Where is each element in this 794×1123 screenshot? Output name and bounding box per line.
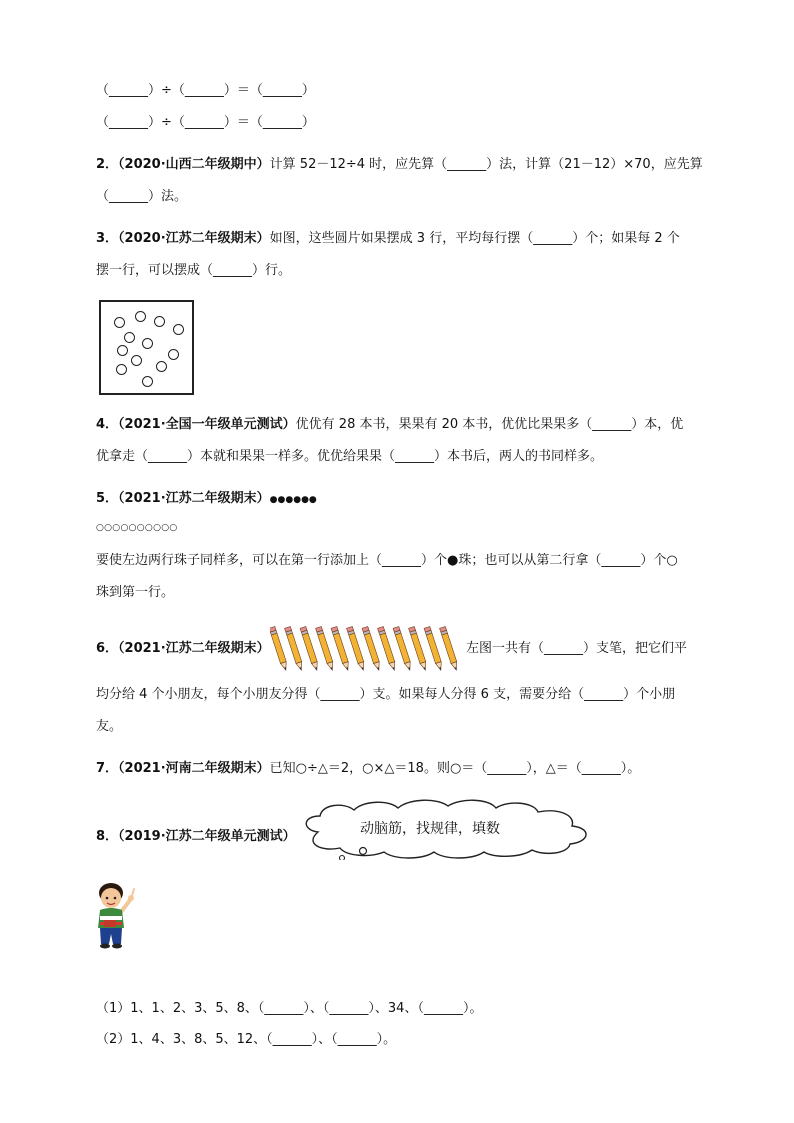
circle-icon	[142, 338, 153, 349]
q2-source: （2020·山西二年级期中）	[118, 157, 270, 172]
pencil-icon	[300, 627, 320, 672]
circle-icon	[154, 316, 165, 327]
q7-source: （2021·河南二年级期末）	[118, 761, 270, 776]
q5-row-2-beads: ○○○○○○○○○○	[96, 523, 178, 533]
circle-icon	[116, 364, 127, 375]
boy-pointing-icon	[90, 880, 140, 952]
q8-sequence-1: （1）1、1、2、3、5、8、（______）、（______）、34、（______）。	[96, 1001, 483, 1016]
pencil-icon	[378, 627, 398, 672]
circle-icon	[117, 345, 128, 356]
q5-source: （2021·江苏二年级期末）	[118, 491, 270, 506]
question-2	[96, 156, 703, 174]
q1-line-b: （______）÷（______）＝（______）	[96, 115, 315, 130]
question-3	[96, 230, 680, 248]
pencil-icon	[393, 627, 413, 672]
q5-text-1: 要使左边两行珠子同样多，可以在第一行添加上（______）个●珠；也可以从第二行拿（______）个○	[96, 553, 678, 568]
q2-text-2: （______）法。	[96, 189, 188, 204]
question-8	[96, 828, 296, 846]
q6-source: （2021·江苏二年级期末）	[118, 641, 270, 656]
pencils-figure	[270, 624, 464, 674]
q5-text-2: 珠到第一行。	[96, 585, 175, 600]
q5-row-1-beads: ●●●●●●	[269, 495, 317, 505]
circle-icon	[173, 324, 184, 335]
pencil-icon	[440, 627, 460, 672]
q4-number: 4．	[96, 417, 119, 432]
q1-line-a: （______）÷（______）＝（______）	[96, 83, 315, 98]
circle-icon	[142, 376, 153, 387]
q3-text-2: 摆一行，可以摆成（______）行。	[96, 263, 292, 278]
q6-number: 6．	[96, 641, 119, 656]
q8-number: 8．	[96, 829, 119, 844]
q7-text: 已知○÷△＝2，○×△＝18。则○＝（______），△＝（______）。	[269, 761, 641, 776]
q2-text-1: 计算 52－12÷4 时，应先算（______）法，计算（21－12）×70，应先算	[269, 157, 703, 172]
circle-icon	[156, 361, 167, 372]
q4-text-2: 优拿走（______）本就和果果一样多。优优给果果（______）本书后，两人的书同样多。	[96, 449, 604, 464]
question-5	[96, 490, 317, 509]
q3-source: （2020·江苏二年级期末）	[118, 231, 270, 246]
q4-source: （2021·全国一年级单元测试）	[118, 417, 296, 432]
q7-number: 7．	[96, 761, 119, 776]
q6-text-1: 左图一共有（______）支笔，把它们平	[466, 641, 688, 656]
circle-figure	[99, 300, 194, 395]
q5-number: 5．	[96, 491, 119, 506]
circle-icon	[135, 311, 146, 322]
cloud-text: 动脑筋，找规律，填数	[360, 821, 500, 837]
q2-number: 2．	[96, 157, 119, 172]
question-7	[96, 760, 640, 778]
pencil-icon	[347, 627, 367, 672]
pencil-icon	[362, 627, 382, 672]
question-6	[96, 640, 270, 658]
q6-text-2: 均分给 4 个小朋友，每个小朋友分得（______）支。如果每人分得 6 支，需要分给（______）个小朋	[96, 687, 676, 702]
circle-icon	[131, 355, 142, 366]
q4-text-1: 优优有 28 本书，果果有 20 本书，优优比果果多（______）本，优	[295, 417, 684, 432]
pencil-icon	[331, 627, 351, 672]
pencil-icon	[316, 627, 336, 672]
circle-icon	[114, 317, 125, 328]
q6-text-3: 友。	[96, 719, 123, 734]
pencil-icon	[285, 627, 305, 672]
q3-number: 3．	[96, 231, 119, 246]
q8-sequence-2: （2）1、4、3、8、5、12、（______）、（______）。	[96, 1032, 397, 1047]
pencil-icon	[424, 627, 444, 672]
pencil-icon	[409, 627, 429, 672]
q8-source: （2019·江苏二年级单元测试）	[118, 829, 296, 844]
circle-icon	[124, 332, 135, 343]
question-4	[96, 416, 683, 434]
q3-text-1: 如图，这些圆片如果摆成 3 行，平均每行摆（______）个；如果每 2 个	[269, 231, 680, 246]
circle-icon	[168, 349, 179, 360]
